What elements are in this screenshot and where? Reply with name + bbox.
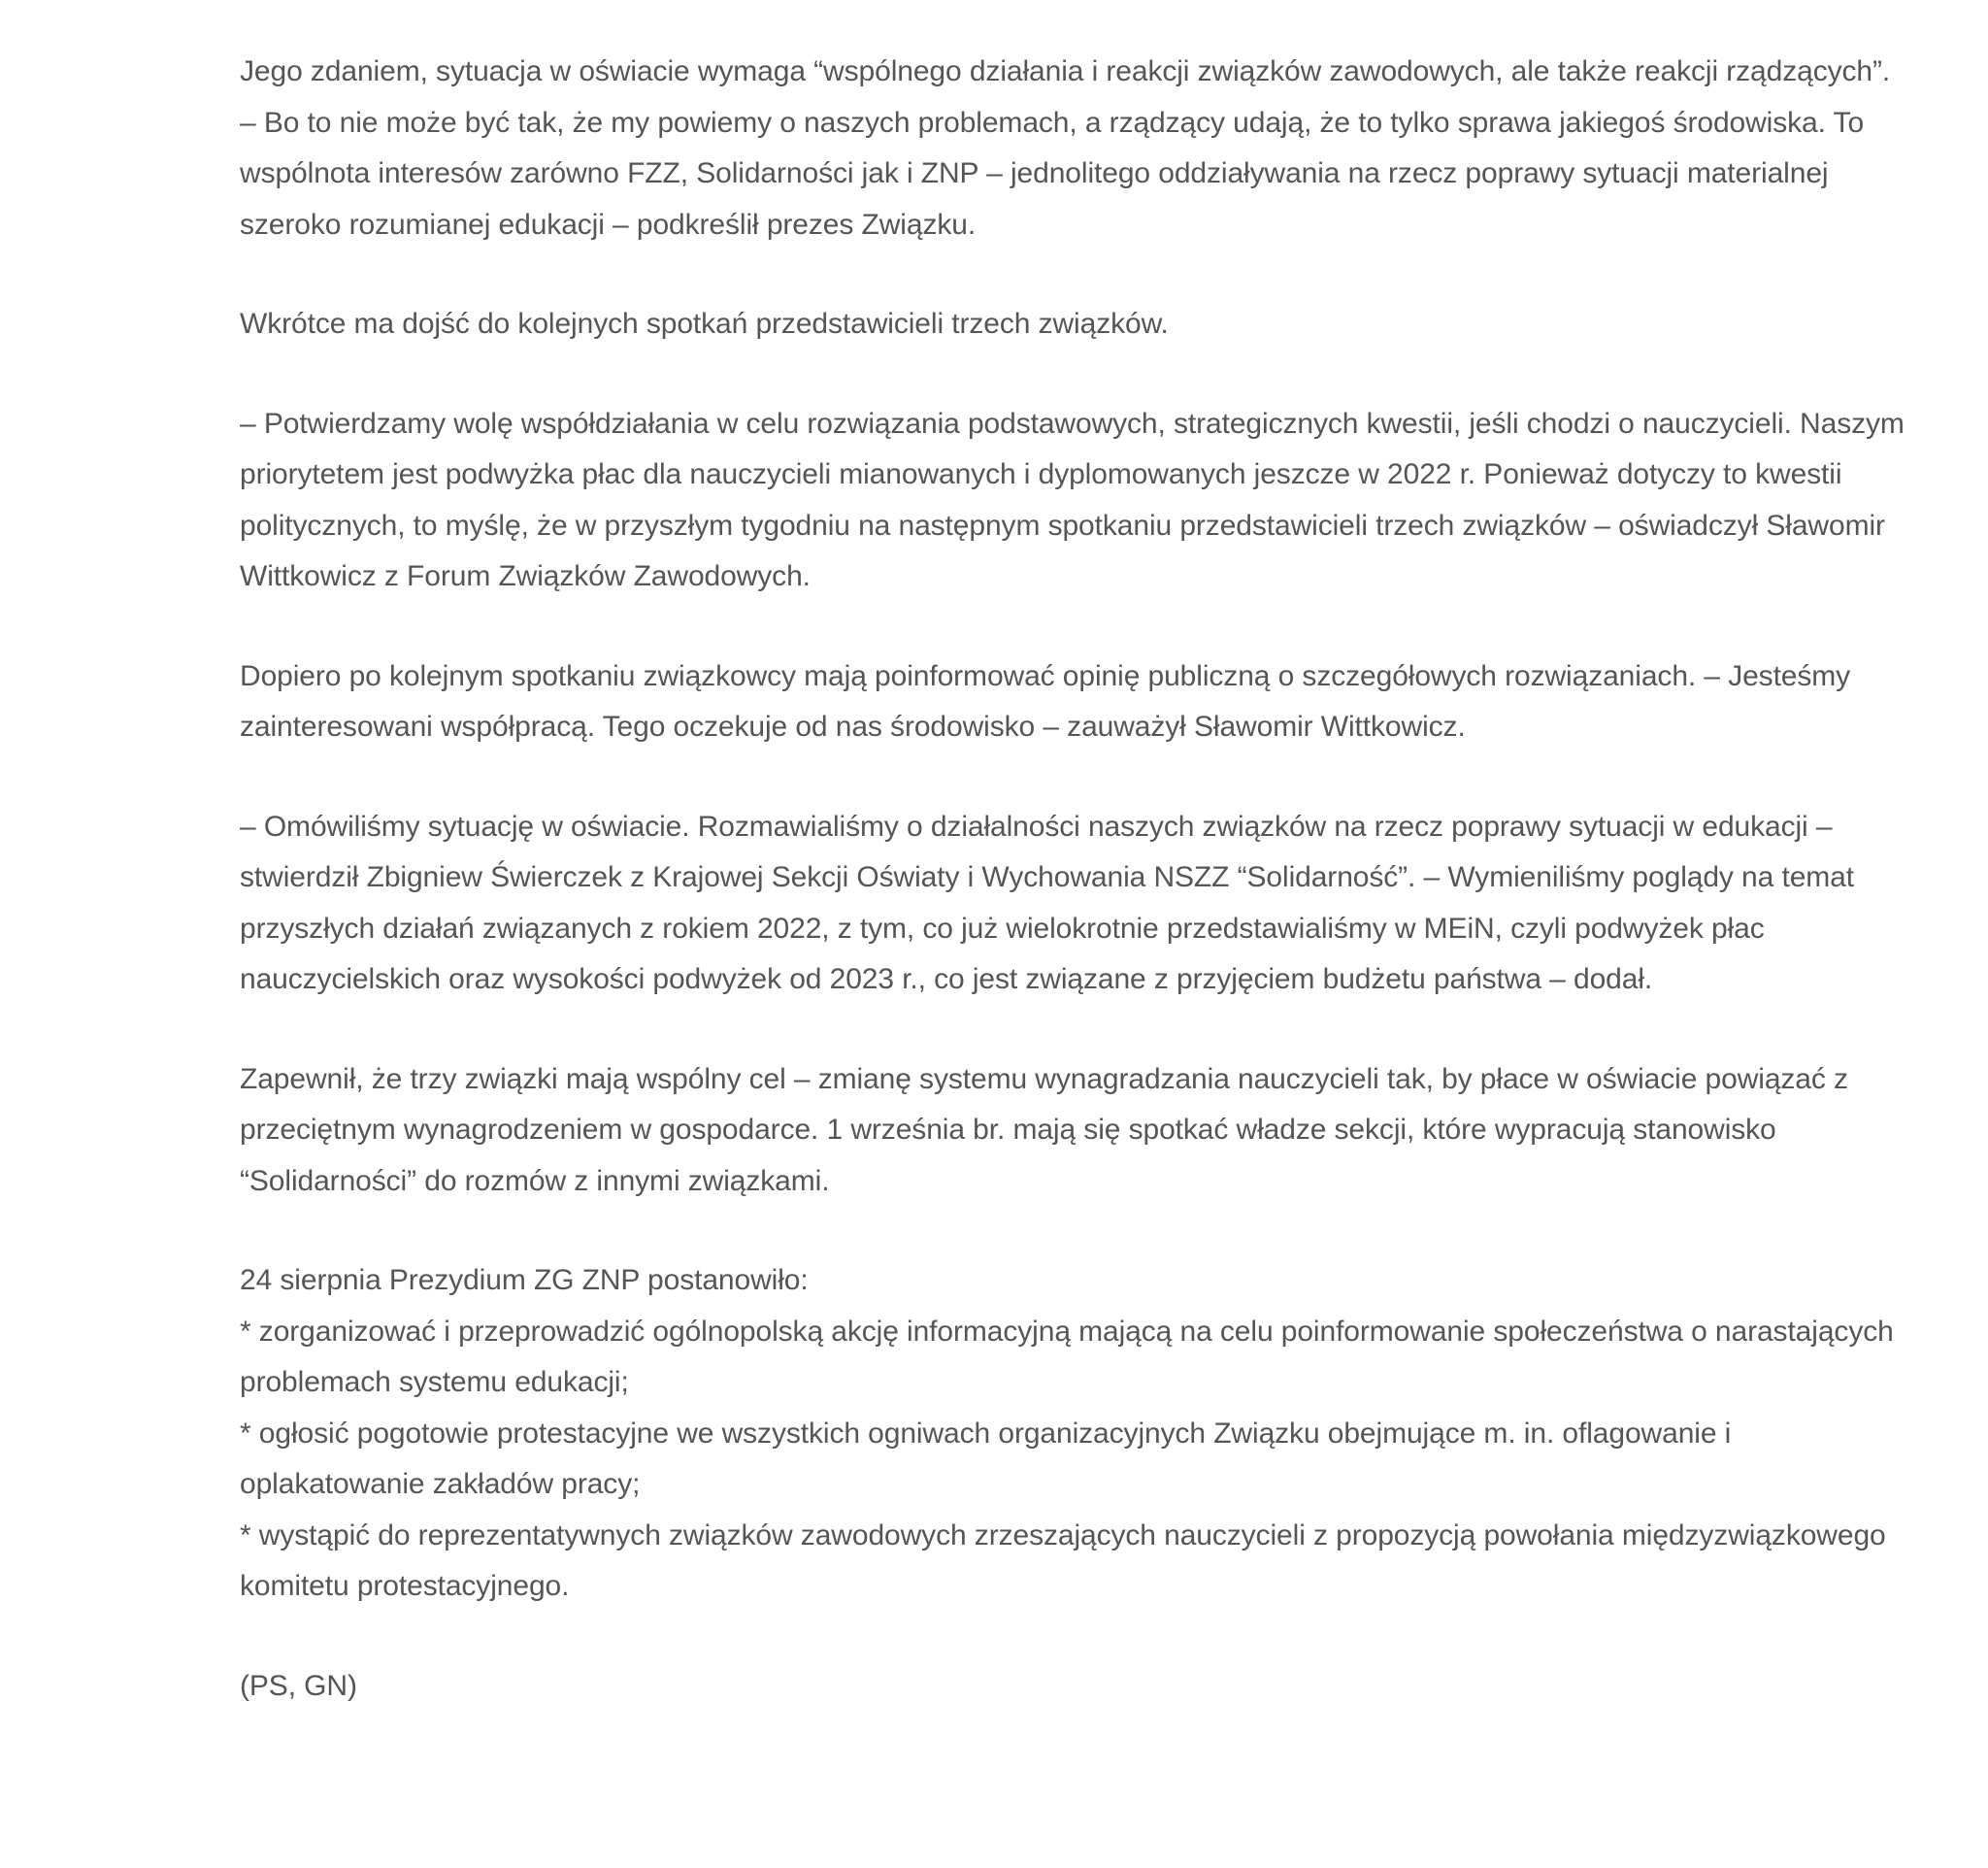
- paragraph-common-goal: Zapewnił, że trzy związki mają wspólny cel – zmianę systemu wynagradzania nauczycieli tak, by płace w oświacie powiązać z przeciętnym wynagrodzeniem w gospodarce. 1 września br. mają się spotkać władze sekcji, które wypracują stanowisko “Solidarności” do rozmów z innymi związkami.: [240, 1062, 1848, 1197]
- list-item: * wystąpić do reprezentatywnych związków zawodowych zrzeszających nauczycieli z propozycją powołania międzyzwiązkowego komitetu protestacyjnego.: [240, 1518, 1886, 1602]
- list-intro: 24 sierpnia Prezydium ZG ZNP postanowiło:: [240, 1264, 809, 1296]
- list-item: * zorganizować i przeprowadzić ogólnopolską akcję informacyjną mającą na celu poinformowanie społeczeństwa o narastających problemach systemu edukacji;: [240, 1315, 1894, 1398]
- list-item: * ogłosić pogotowie protestacyjne we wszystkich ogniwach organizacyjnych Związku obejmujące m. in. oflagowanie i oplakatowanie zakładów pracy;: [240, 1417, 1732, 1500]
- paragraph-swierczek-statement: – Omówiliśmy sytuację w oświacie. Rozmawialiśmy o działalności naszych związków na rzecz poprawy sytuacji w edukacji – stwierdził Zbigniew Świerczek z Krajowej Sekcji Oświaty i Wychowania NSZZ “Solidarność”. – Wymieniliśmy poglądy na temat przyszłych działań związanych z rokiem 2022, z tym, co już wielokrotnie przedstawialiśmy w MEiN, czyli podwyżek płac nauczycielskich oraz wysokości podwyżek od 2023 r., co jest związane z przyjęciem budżetu państwa – dodał.: [240, 810, 1854, 995]
- paragraph-wittkowicz-statement: – Potwierdzamy wolę współdziałania w celu rozwiązania podstawowych, strategicznych kwestii, jeśli chodzi o nauczycieli. Naszym priorytetem jest podwyżka płac dla nauczycieli mianowanych i dyplomowanych jeszcze w 2022 r. Ponieważ dotyczy to kwestii politycznych, to myślę, że w przyszłym tygodniu na następnym spotkaniu przedstawicieli trzech związków – oświadczył Sławomir Wittkowicz z Forum Związków Zawodowych.: [240, 407, 1905, 592]
- paragraph-union-cooperation: Jego zdaniem, sytuacja w oświacie wymaga “wspólnego działania i reakcji związków zawodowych, ale także reakcji rządzących”. – Bo to nie może być tak, że my powiemy o naszych problemach, a rządzący udają, że to tylko sprawa jakiegoś środowiska. To wspólnota interesów zarówno FZZ, Solidarności jak i ZNP – jednolitego oddziaływania na rzecz poprawy sytuacji materialnej szeroko rozumianej edukacji – podkreślił prezes Związku.: [240, 55, 1891, 241]
- paragraph-next-meetings: Wkrótce ma dojść do kolejnych spotkań przedstawicieli trzech związków.: [240, 308, 1169, 340]
- author-signature: (PS, GN): [240, 1669, 357, 1702]
- article-body: [240, 47, 1909, 1760]
- presidium-decisions: [240, 1255, 1909, 1613]
- paragraph-public-information: Dopiero po kolejnym spotkaniu związkowcy mają poinformować opinię publiczną o szczegółowych rozwiązaniach. – Jesteśmy zainteresowani współpracą. Tego oczekuje od nas środowisko – zauważył Sławomir Wittkowicz.: [240, 659, 1851, 743]
